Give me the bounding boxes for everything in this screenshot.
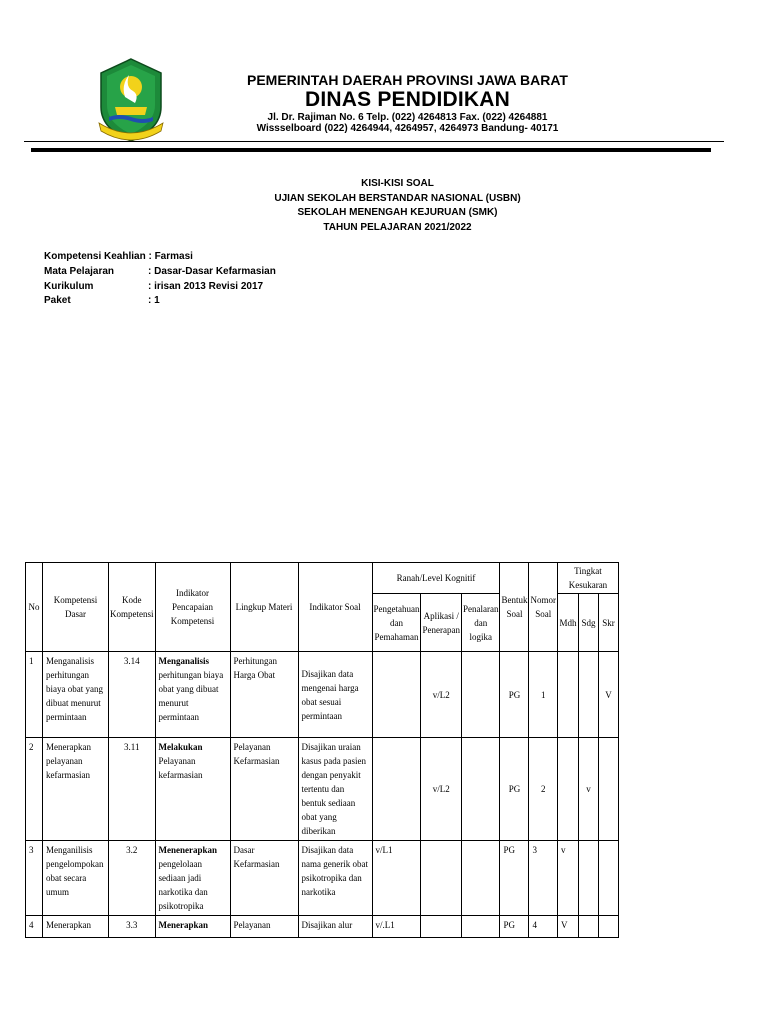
cell-kompetensi-dasar: Menganilisis pengelompokan obat secara umum: [43, 841, 109, 916]
cell-level-penalaran: [461, 738, 499, 841]
table-header-row: [26, 563, 619, 594]
cell-indikator-pencapaian: [155, 652, 230, 738]
cell-nomor-soal: 1: [529, 652, 558, 738]
cell-kompetensi-dasar: Menerapkan: [43, 916, 109, 938]
cell-indikator-pencapaian: [155, 841, 230, 916]
doc-subtitle-school: SEKOLAH MENENGAH KEJURUAN (SMK): [297, 207, 498, 218]
cell-bentuk-soal: PG: [500, 738, 529, 841]
address-line-2: Wissselboard (022) 4264944, 4264957, 4264973 Bandung- 40171: [256, 123, 559, 134]
cell-no: 2: [26, 738, 43, 841]
ipk-text: Pelayanan kefarmasian: [158, 756, 203, 780]
table-row: [26, 841, 619, 916]
table-row: [26, 738, 619, 841]
th-indikator-pencapaian: Indikator Pencapaian Kompetensi: [155, 563, 230, 652]
meta-mapel-value: : Dasar-Dasar Kefarmasian: [148, 266, 276, 277]
cell-sedang: [578, 916, 598, 938]
cell-indikator-pencapaian: [155, 738, 230, 841]
cell-level-aplikasi: v/L2: [421, 652, 461, 738]
government-name: PEMERINTAH DAERAH PROVINSI JAWA BARAT: [247, 72, 568, 88]
cell-level-pengetahuan: v/.L1: [372, 916, 421, 938]
meta-mapel-label: Mata Pelajaran: [44, 266, 115, 277]
letterhead-rule-thin: [24, 141, 724, 142]
ipk-text: pengelolaan sediaan jadi narkotika dan psikotropika: [158, 859, 208, 911]
cell-lingkup-materi: Pelayanan: [230, 916, 298, 938]
cell-level-penalaran: [461, 652, 499, 738]
th-bentuk-soal: Bentuk Soal: [500, 563, 529, 652]
cell-no: 4: [26, 916, 43, 938]
th-tingkat-kesukaran: Tingkat Kesukaran: [557, 563, 618, 594]
cell-level-aplikasi: [421, 916, 461, 938]
cell-nomor-soal: 3: [529, 841, 558, 916]
cell-kompetensi-dasar: Menerapkan pelayanan kefarmasian: [43, 738, 109, 841]
cell-mudah: [557, 652, 578, 738]
cell-indikator-soal: Disajikan alur: [298, 916, 372, 938]
cell-level-penalaran: [461, 916, 499, 938]
cell-sukar: V: [598, 652, 618, 738]
agency-name: DINAS PENDIDIKAN: [304, 88, 511, 111]
th-nomor-soal: Nomor Soal: [529, 563, 558, 652]
cell-bentuk-soal: PG: [500, 916, 529, 938]
th-aplikasi: Aplikasi / Penerapan: [421, 594, 461, 652]
cell-level-penalaran: [461, 841, 499, 916]
cell-kode: 3.14: [109, 652, 156, 738]
cell-level-pengetahuan: [372, 652, 421, 738]
table-row: [26, 916, 619, 938]
cell-kode: 3.2: [109, 841, 156, 916]
meta-kurikulum-value: : irisan 2013 Revisi 2017: [148, 281, 264, 292]
th-indikator-soal: Indikator Soal: [298, 563, 372, 652]
th-no: No: [26, 563, 43, 652]
doc-title: KISI-KISI SOAL: [361, 178, 434, 189]
cell-nomor-soal: 4: [529, 916, 558, 938]
th-pengetahuan: Pengetahuan dan Pemahaman: [372, 594, 421, 652]
cell-level-pengetahuan: [372, 738, 421, 841]
kisi-kisi-table: [25, 562, 619, 938]
cell-level-aplikasi: v/L2: [421, 738, 461, 841]
th-penalaran: Penalaran dan logika: [461, 594, 499, 652]
cell-lingkup-materi: Perhitungan Harga Obat: [230, 652, 298, 738]
cell-mudah: [557, 738, 578, 841]
cell-indikator-pencapaian: [155, 916, 230, 938]
meta-kompetensi: Kompetensi Keahlian : Farmasi: [44, 251, 193, 262]
cell-mudah: V: [557, 916, 578, 938]
cell-bentuk-soal: PG: [500, 652, 529, 738]
ipk-verb: Melakukan: [158, 742, 203, 752]
provincial-logo: [95, 57, 167, 143]
cell-sedang: v: [578, 738, 598, 841]
cell-lingkup-materi: Dasar Kefarmasian: [230, 841, 298, 916]
cell-sukar: [598, 738, 618, 841]
cell-nomor-soal: 2: [529, 738, 558, 841]
cell-level-aplikasi: [421, 841, 461, 916]
cell-indikator-soal: Disajikan data nama generik obat psikotropika dan narkotika: [298, 841, 372, 916]
th-kode-kompetensi: Kode Kompetensi: [109, 563, 156, 652]
meta-paket-value: : 1: [148, 295, 160, 306]
cell-sedang: [578, 841, 598, 916]
cell-sukar: [598, 841, 618, 916]
cell-kode: 3.11: [109, 738, 156, 841]
cell-no: 1: [26, 652, 43, 738]
th-lingkup-materi: Lingkup Materi: [230, 563, 298, 652]
address-line-1: Jl. Dr. Rajiman No. 6 Telp. (022) 4264813 Fax. (022) 4264881: [267, 112, 548, 123]
letterhead-rule-thick: [31, 148, 711, 152]
cell-indikator-soal: Disajikan uraian kasus pada pasien dengan penyakit tertentu dan bentuk sediaan obat yang diberikan: [298, 738, 372, 841]
th-ranah-level: Ranah/Level Kognitif: [372, 563, 500, 594]
doc-subtitle-exam: UJIAN SEKOLAH BERSTANDAR NASIONAL (USBN): [274, 193, 521, 204]
th-mudah: Mdh: [557, 594, 578, 652]
cell-no: 3: [26, 841, 43, 916]
ipk-verb: Menerapkan: [158, 920, 208, 930]
th-sukar: Skr: [598, 594, 618, 652]
cell-indikator-soal: Disajikan data mengenai harga obat sesuai permintaan: [298, 652, 372, 738]
cell-mudah: v: [557, 841, 578, 916]
table-row: [26, 652, 619, 738]
cell-sedang: [578, 652, 598, 738]
cell-kode: 3.3: [109, 916, 156, 938]
th-sedang: Sdg: [578, 594, 598, 652]
cell-kompetensi-dasar: Menganalisis perhitungan biaya obat yang dibuat menurut permintaan: [43, 652, 109, 738]
doc-subtitle-year: TAHUN PELAJARAN 2021/2022: [323, 222, 472, 233]
cell-lingkup-materi: Pelayanan Kefarmasian: [230, 738, 298, 841]
cell-bentuk-soal: PG: [500, 841, 529, 916]
ipk-verb: Menganalisis: [158, 656, 210, 666]
ipk-text: perhitungan biaya obat yang dibuat menurut permintaan: [158, 670, 224, 722]
meta-kurikulum-label: Kurikulum: [44, 281, 94, 292]
th-kompetensi-dasar: Kompetensi Dasar: [43, 563, 109, 652]
ipk-verb: Menenerapkan: [158, 845, 217, 855]
cell-level-pengetahuan: v/L1: [372, 841, 421, 916]
meta-paket-label: Paket: [44, 295, 71, 306]
cell-sukar: [598, 916, 618, 938]
